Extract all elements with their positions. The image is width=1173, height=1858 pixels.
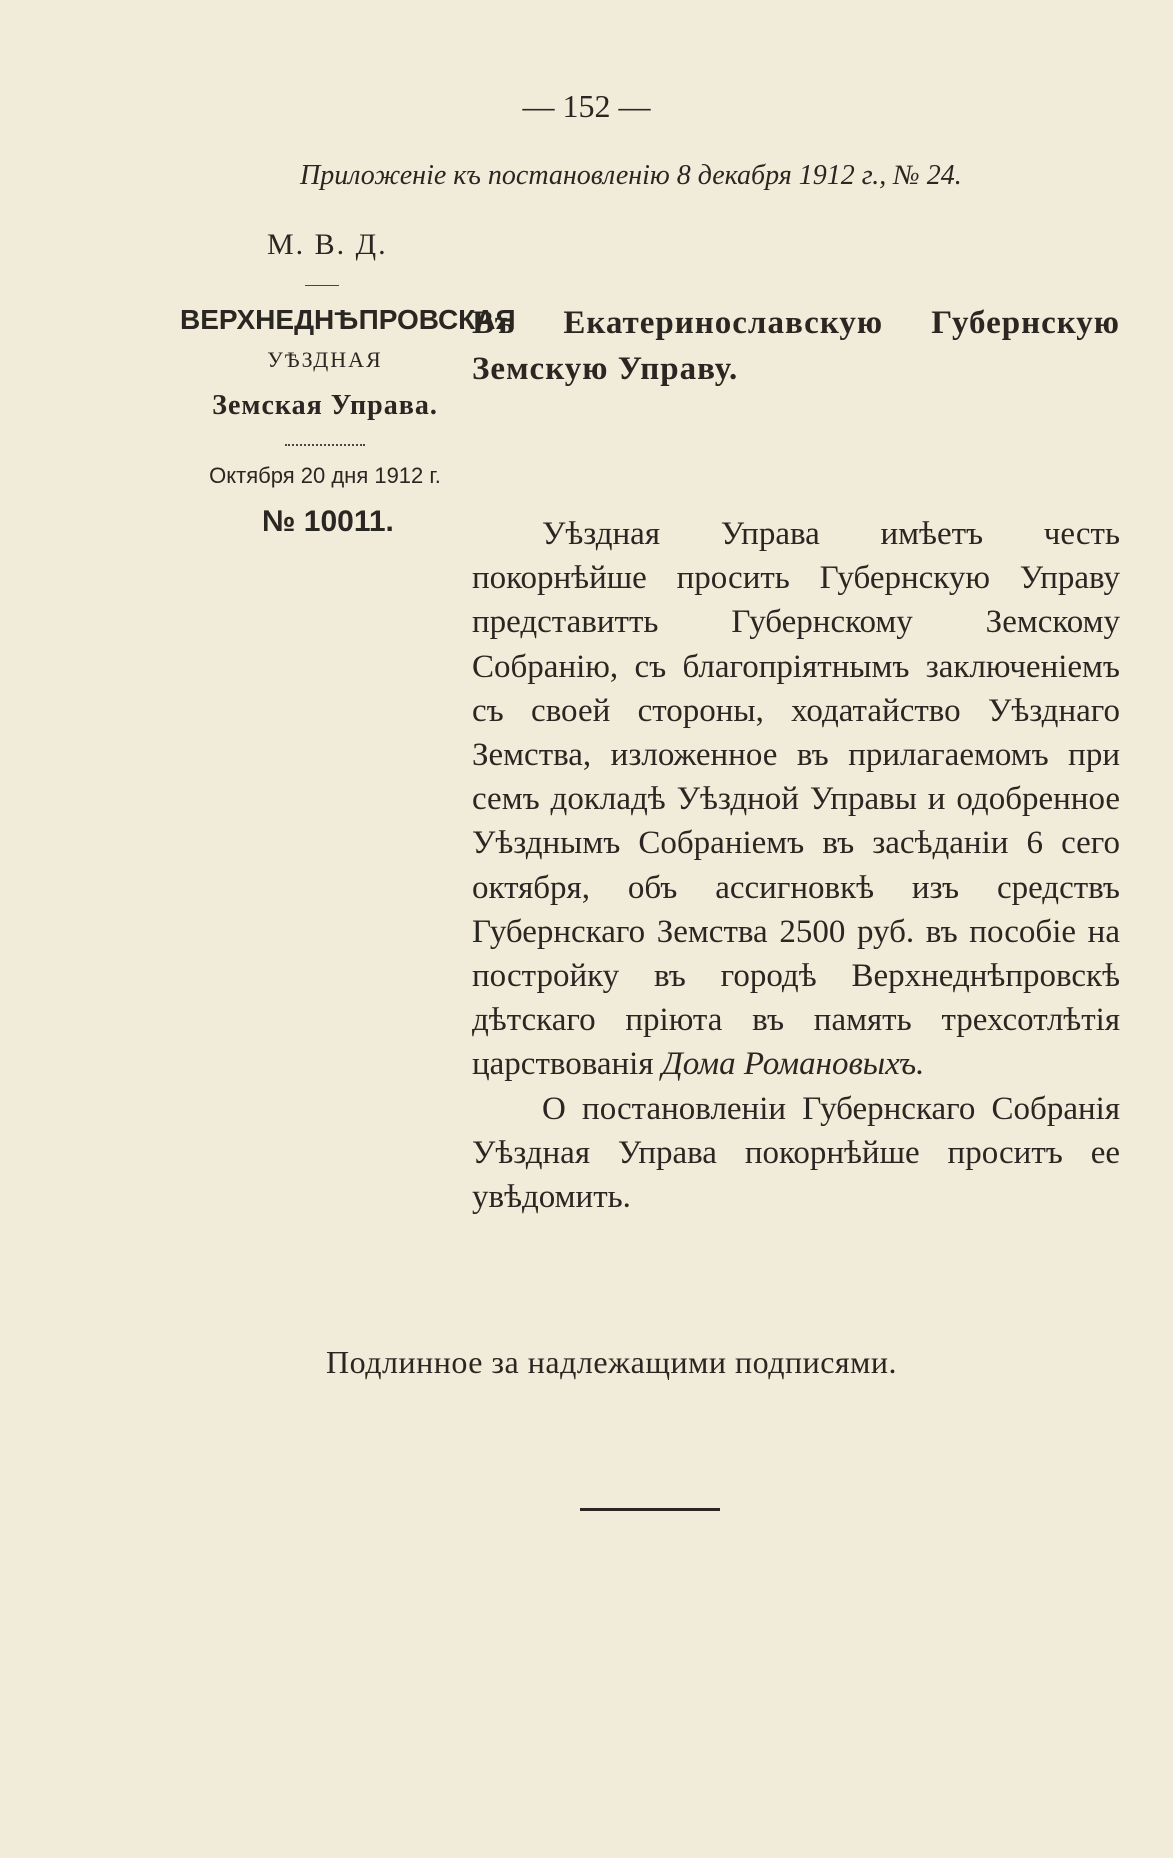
body-paragraph-text: Уѣздная Управа имѣетъ честь покорнѣйше просить Губернскую Управу представитть Губернскому Земскому Собранiю, съ благопрiятнымъ заключенiемъ съ своей стороны, ходатайство Уѣзднаго Земства, изложенное въ прилагаемомъ при семъ докладѣ Уѣздной Управы и одобренное Уѣзднымъ Собранiемъ въ засѣданiи 6 сего октября, объ ассигновкѣ изъ средствъ Губернскаго Земства 2500 руб. въ пособiе на постройку въ городѣ Верхнеднѣпровскѣ дѣтскаго прiюта въ память трехсотлѣтiя царствованiя [472,516,1120,1083]
sender-type: УѢЗДНАЯ [267,347,383,372]
signature-note: Подлинное за надлежащими подписями. [326,1344,898,1380]
body-paragraph-italic: Дома Романовыхъ. [661,1046,925,1083]
letter-body [472,512,1120,1219]
body-paragraph: О постановленiи Губернскаго Собранiя Уѣздная Управа покорнѣйше проситъ ее увѣдомить. [472,1090,1120,1216]
outgoing-number: № 10011. [262,505,394,538]
decorative-rule [305,285,339,286]
body-paragraph [472,512,1120,1087]
addressee: Въ Екатеринославскую Губернскую Земскую Управу. [472,305,1120,387]
appendix-reference: Приложенiе къ постановленiю 8 декабря 1912 г., № 24. [300,160,962,191]
end-rule [580,1508,720,1511]
letter-date: Октября 20 дня 1912 г. [209,463,441,488]
sender-body: Земская Управа. [212,390,438,421]
decorative-flourish [285,444,365,446]
sender-name: ВЕРХНЕДНѢПРОВСКАЯ [180,304,516,335]
ministry-abbreviation: М. В. Д. [267,228,388,261]
page-number: — 152 — [522,88,651,124]
